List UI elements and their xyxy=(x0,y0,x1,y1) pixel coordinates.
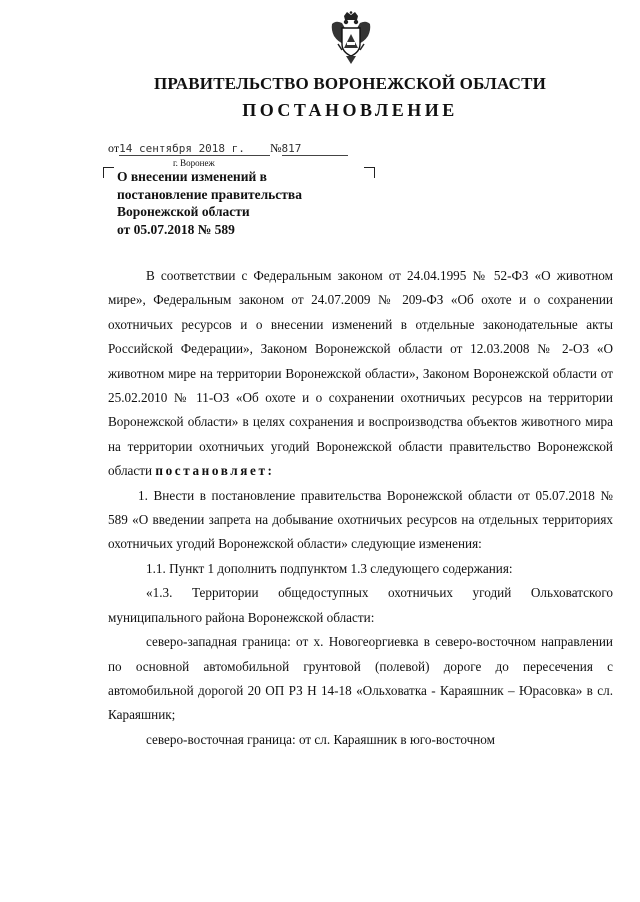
preamble-text: В соответствии с Федеральным законом от 24.04.1995 № 52-ФЗ «О животном мире», Федеральным законом от 24.07.2009 № 209-ФЗ «Об охоте и о сохранении охотничьих ресурсов и о внесении изменений в отдельные законодательные акты Российской Федерации», Законом Воронежской области от 12.03.2008 № 2-ОЗ «О животном мире на территории Воронежской области», Законом Воронежской области от 25.02.2010 № 11-ОЗ «Об охоте и о сохранении охотничьих ресурсов на территории Воронежской области» в целях сохранения и воспроизводства объектов животного мира на территории охотничьих угодий Воронежской области правительство Воронежской области xyxy=(108,268,613,479)
northeast-border-paragraph: северо-восточная граница: от сл. Караяшник в юго-восточном xyxy=(146,731,495,747)
item-1-3-paragraph: «1.3. Территории общедоступных охотничьих угодий Ольховатского муниципального района Воронежской области: xyxy=(108,585,613,625)
northwest-border-paragraph: северо-западная граница: от х. Новогеоргиевка в северо-восточном направлении по основной автомобильной грунтовой (полевой) дороге до пересечения с автомобильной дорогой 20 ОП РЗ Н 14-18 «Ольховатка - Караяшник – Юрасовка» в сл. Караяшник; xyxy=(108,634,613,723)
document-number: 817 xyxy=(282,142,348,156)
item-1-1-paragraph: 1.1. Пункт 1 дополнить подпунктом 1.3 следующего содержания: xyxy=(146,560,513,576)
subject-line: Воронежской области xyxy=(117,204,250,219)
date-label: от xyxy=(108,141,120,155)
document-body xyxy=(108,264,613,752)
corner-bracket-left xyxy=(103,167,114,178)
document-subject xyxy=(117,168,377,238)
number-label: № xyxy=(270,141,282,155)
government-title: ПРАВИТЕЛЬСТВО ВОРОНЕЖСКОЙ ОБЛАСТИ xyxy=(153,74,547,93)
document-type: ПОСТАНОВЛЕНИЕ xyxy=(242,100,458,120)
coat-of-arms-icon xyxy=(328,10,374,66)
document-date: 14 сентября 2018 г. xyxy=(119,142,270,156)
date-number-line xyxy=(108,141,348,159)
subject-line: О внесении изменений в xyxy=(117,169,267,184)
subject-line: от 05.07.2018 № 589 xyxy=(117,221,235,237)
item-1-paragraph: 1. Внести в постановление правительства Воронежской области от 05.07.2018 № 589 «О введении запрета на добывание охотничьих ресурсов на отдельных территориях охотничьих угодий Воронежской области» следующие изменения: xyxy=(108,487,613,552)
city-label: г. Воронеж xyxy=(173,158,215,168)
resolves-word: постановляет: xyxy=(155,463,275,479)
preamble-paragraph xyxy=(108,264,613,484)
subject-line: постановление правительства xyxy=(117,186,302,202)
